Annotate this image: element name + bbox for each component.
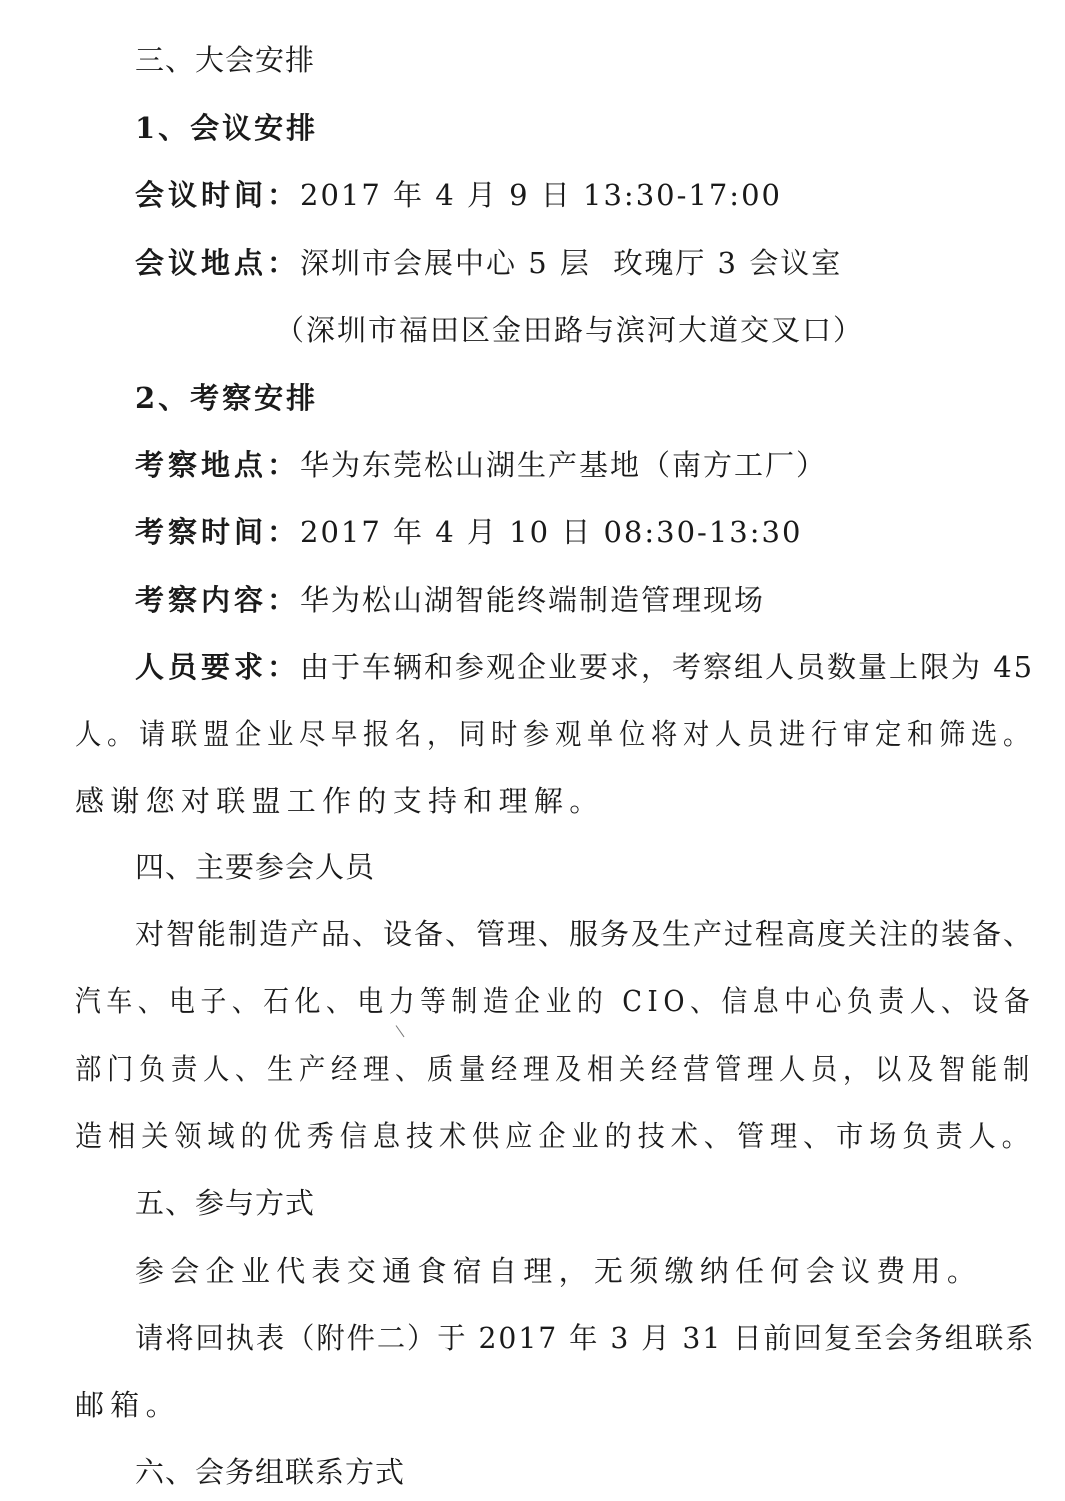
visit-place-value: 华为东莞松山湖生产基地（南方工厂）	[300, 448, 828, 482]
visit-content-label: 考察内容：	[135, 583, 301, 617]
meeting-place-label: 会议地点：	[135, 246, 301, 280]
visit-req-row	[135, 649, 1034, 685]
visit-content-row	[135, 582, 765, 618]
visit-time-value: 2017 年 4 月 10 日 08:30-13:30	[300, 515, 803, 549]
meeting-time-value: 2017 年 4 月 9 日 13:30-17:00	[300, 178, 782, 212]
visit-req-label: 人员要求：	[135, 650, 301, 684]
visit-content-value: 华为松山湖智能终端制造管理现场	[300, 583, 766, 617]
meeting-place-note: （深圳市福田区金田路与滨河大道交叉口）	[275, 313, 865, 347]
section4-line3: 部门负责人、生产经理、质量经理及相关经营管理人员，以及智能制	[75, 1052, 1035, 1086]
section3-heading: 三、大会安排	[135, 43, 316, 77]
section5-para2-line2: 邮箱。	[75, 1388, 181, 1422]
visit-time-row	[135, 514, 802, 550]
section5-para1: 参会企业代表交通食宿自理，无须缴纳任何会议费用。	[135, 1254, 983, 1288]
meeting-time-row	[135, 177, 782, 213]
section4-line2: 汽车、电子、石化、电力等制造企业的 CIO、信息中心负责人、设备	[75, 984, 1036, 1018]
visit-place-row	[135, 447, 827, 483]
visit-place-label: 考察地点：	[135, 448, 301, 482]
scan-mark	[396, 1025, 405, 1037]
section4-line4: 造相关领域的优秀信息技术供应企业的技术、管理、市场负责人。	[75, 1119, 1035, 1153]
meeting-place-row	[135, 245, 842, 281]
visit-heading: 2、考察安排	[135, 381, 319, 415]
meeting-place-value: 深圳市会展中心 5 层 玫瑰厅 3 会议室	[300, 246, 843, 280]
section4-heading: 四、主要参会人员	[135, 850, 376, 884]
meeting-heading: 1、会议安排	[135, 111, 319, 145]
section5-para2-line1: 请将回执表（附件二）于 2017 年 3 月 31 日前回复至会务组联系	[135, 1321, 1036, 1355]
meeting-time-label: 会议时间：	[135, 178, 301, 212]
visit-req-line3: 感谢您对联盟工作的支持和理解。	[75, 784, 605, 818]
visit-time-label: 考察时间：	[135, 515, 301, 549]
section4-line1: 对智能制造产品、设备、管理、服务及生产过程高度关注的装备、	[135, 917, 1035, 951]
section6-heading: 六、会务组联系方式	[135, 1455, 406, 1489]
visit-req-line2: 人。请联盟企业尽早报名，同时参观单位将对人员进行审定和筛选。	[75, 717, 1035, 751]
section5-heading: 五、参与方式	[135, 1186, 316, 1220]
visit-req-line1: 由于车辆和参观企业要求，考察组人员数量上限为 45	[300, 650, 1035, 684]
